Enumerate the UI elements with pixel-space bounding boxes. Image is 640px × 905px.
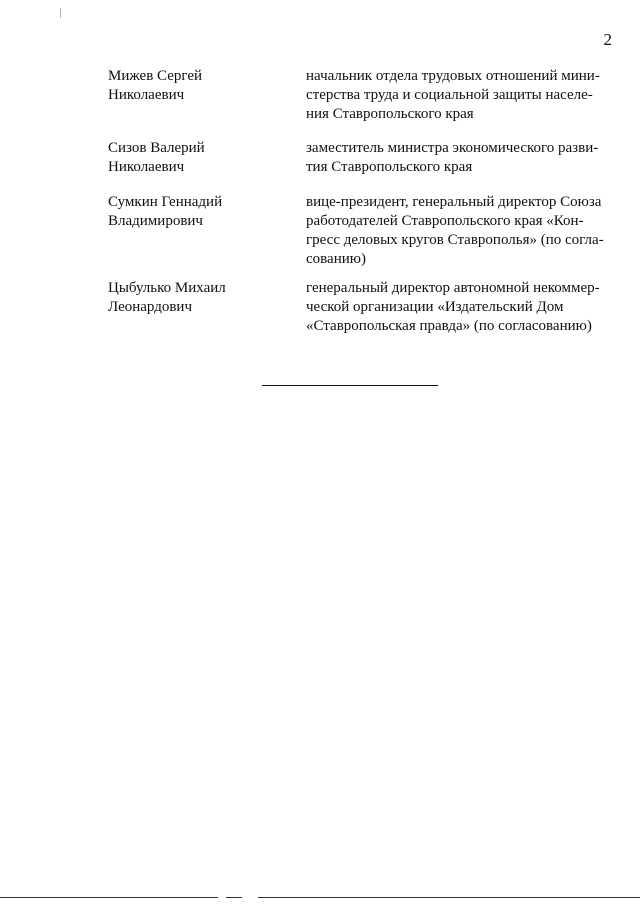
- footer-rule: [258, 897, 640, 898]
- member-position: генеральный директор автономной некоммер- ческой организации «Издательский Дом «Ставропольская правда» (по согласованию): [306, 280, 600, 334]
- end-separator-line: [262, 385, 438, 386]
- member-name: Сумкин Геннадий Владимирович: [108, 194, 223, 229]
- member-name: Сизов Валерий Николаевич: [108, 140, 205, 175]
- member-position: заместитель министра экономического разви- тия Ставропольского края: [306, 140, 599, 175]
- member-name: Мижев Сергей Николаевич: [108, 68, 203, 103]
- page-number: 2: [603, 30, 612, 49]
- scan-mark: [60, 8, 61, 18]
- member-position: вице-президент, генеральный директор Союза работодателей Ставропольского края «Кон- гресс деловых кругов Ставрополья» (по согла- сованию): [306, 194, 604, 267]
- member-position: начальник отдела трудовых отношений мини- стерства труда и социальной защиты населе- ния Ставропольского края: [306, 68, 600, 122]
- member-name: Цыбулько Михаил Леонардович: [108, 280, 226, 315]
- footer-rule: [226, 897, 242, 898]
- footer-rule: [0, 897, 218, 898]
